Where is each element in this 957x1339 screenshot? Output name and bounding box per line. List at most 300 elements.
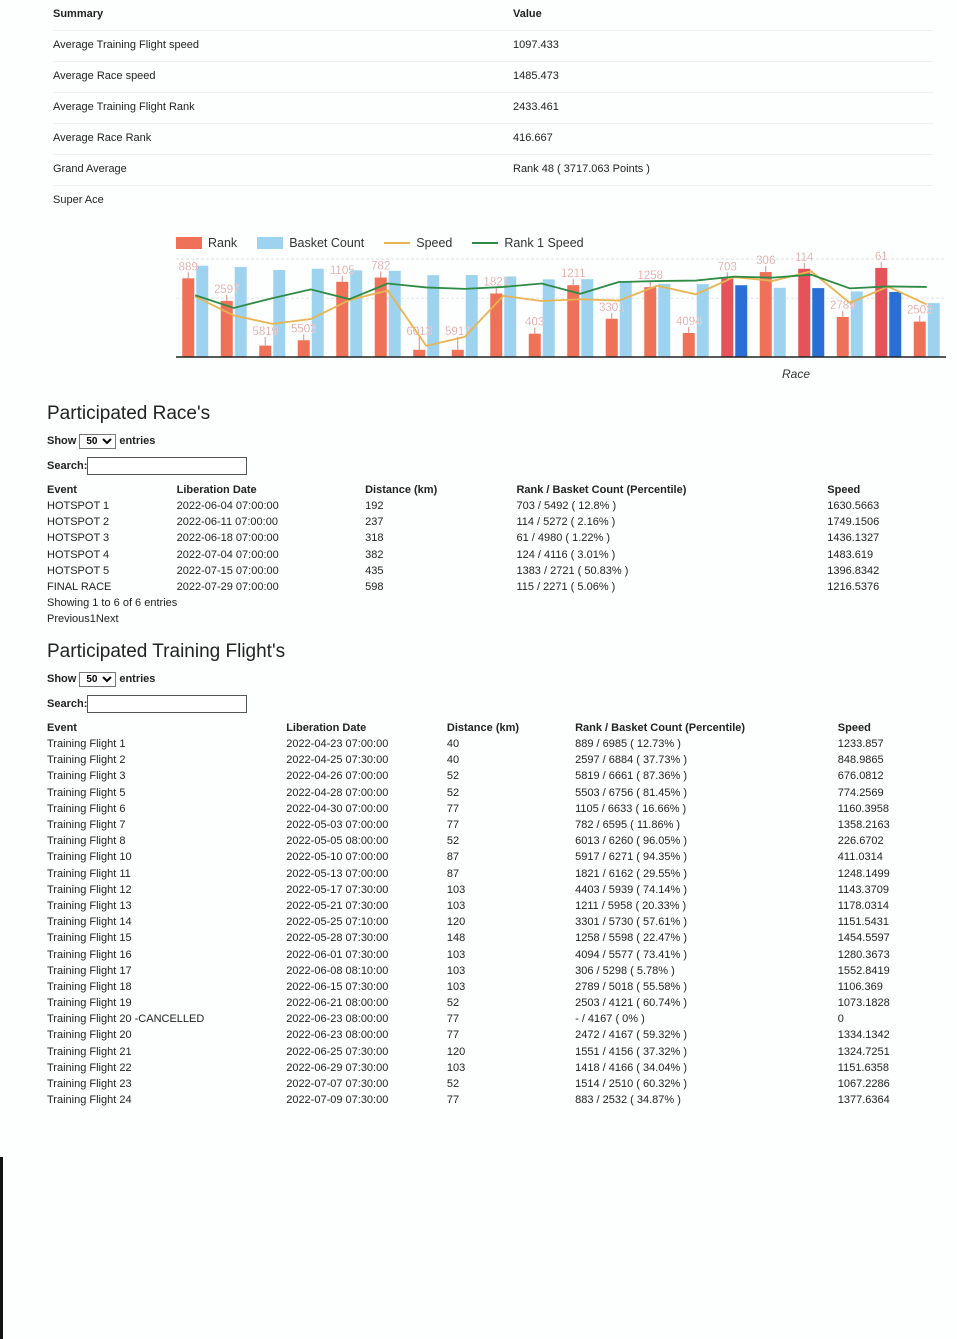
entries-label: entries bbox=[119, 673, 156, 685]
legend-label: Basket Count bbox=[289, 236, 365, 250]
cell-liberation-date: 2022-06-11 07:00:00 bbox=[176, 516, 278, 529]
cell-rank-basket: 2597 / 6884 ( 37.73% ) bbox=[575, 754, 688, 767]
cell-speed: 1436.1327 bbox=[827, 532, 880, 545]
cell-event: Training Flight 17 bbox=[47, 964, 132, 977]
cell-rank-basket: 2503 / 4121 ( 60.74% ) bbox=[575, 997, 688, 1010]
col-event[interactable]: Event bbox=[47, 484, 77, 496]
cell-distance: 77 bbox=[446, 819, 460, 832]
cell-speed: 1067.2286 bbox=[837, 1078, 890, 1091]
cell-event: Training Flight 16 bbox=[47, 948, 132, 961]
summary-table bbox=[53, 0, 933, 216]
cell-event: Training Flight 12 bbox=[47, 883, 132, 896]
training-title: Participated Training Flight's bbox=[47, 641, 286, 662]
cell-rank-basket: 1551 / 4156 ( 37.32% ) bbox=[575, 1045, 688, 1058]
cell-distance: 237 bbox=[365, 516, 384, 529]
cell-liberation-date: 2022-06-01 07:30:00 bbox=[286, 948, 389, 961]
legend-swatch-basket-count bbox=[257, 237, 283, 249]
cell-liberation-date: 2022-05-17 07:30:00 bbox=[286, 883, 389, 896]
cell-liberation-date: 2022-04-25 07:30:00 bbox=[286, 754, 389, 767]
cell-rank-basket: 1514 / 2510 ( 60.32% ) bbox=[575, 1078, 688, 1091]
rank-data-label: 703 bbox=[717, 261, 737, 274]
cell-event: Training Flight 10 bbox=[47, 851, 132, 864]
col-distance[interactable]: Distance (km) bbox=[365, 484, 438, 496]
cell-event: HOTSPOT 5 bbox=[47, 564, 110, 577]
cell-event: Training Flight 14 bbox=[47, 916, 132, 929]
cell-distance: 318 bbox=[365, 532, 384, 545]
cell-event: Training Flight 2 bbox=[47, 754, 126, 767]
cell-event: HOTSPOT 3 bbox=[47, 532, 110, 545]
cell-liberation-date: 2022-07-15 07:00:00 bbox=[176, 564, 279, 577]
cell-event: Training Flight 19 bbox=[47, 997, 132, 1010]
entries-label: entries bbox=[119, 435, 156, 447]
table-row bbox=[47, 752, 927, 768]
basket-count-bar bbox=[889, 292, 901, 357]
page-1-button[interactable]: 1 bbox=[89, 613, 96, 626]
cell-distance: 77 bbox=[446, 1013, 460, 1026]
col-distance[interactable]: Distance (km) bbox=[446, 722, 520, 734]
legend-item-speed[interactable] bbox=[384, 236, 452, 250]
cell-liberation-date: 2022-06-23 08:00:00 bbox=[286, 1029, 389, 1042]
legend-item-rank1-speed[interactable] bbox=[472, 236, 583, 250]
cell-rank-basket: 703 / 5492 ( 12.8% ) bbox=[516, 500, 617, 513]
cell-speed: 1151.6358 bbox=[837, 1061, 889, 1074]
table-row bbox=[47, 882, 927, 898]
summary-row bbox=[53, 31, 933, 62]
rank-bar bbox=[644, 287, 656, 357]
cell-distance: 87 bbox=[446, 851, 460, 864]
x-axis-label: Race bbox=[782, 367, 811, 381]
summary-label: Average Training Flight speed bbox=[53, 39, 199, 51]
rank-bar bbox=[529, 334, 541, 357]
chart-legend bbox=[176, 236, 604, 250]
cell-liberation-date: 2022-06-08 08:10:00 bbox=[286, 964, 389, 977]
cell-event: Training Flight 22 bbox=[47, 1061, 132, 1074]
table-row bbox=[47, 736, 927, 752]
rank-data-label: 61 bbox=[874, 250, 888, 263]
rank-data-label: 5819 bbox=[252, 326, 279, 338]
basket-count-bar bbox=[273, 270, 285, 357]
cell-distance: 52 bbox=[446, 770, 460, 783]
col-speed[interactable]: Speed bbox=[827, 484, 861, 496]
legend-label: Speed bbox=[416, 236, 453, 250]
rank-data-label: 1211 bbox=[560, 268, 586, 281]
summary-header bbox=[53, 0, 933, 31]
races-length-control bbox=[47, 433, 927, 449]
previous-button[interactable]: Previous bbox=[47, 613, 90, 626]
table-row bbox=[47, 785, 927, 801]
rank-bar bbox=[413, 350, 425, 357]
cell-distance: 87 bbox=[446, 867, 460, 880]
cell-distance: 598 bbox=[365, 581, 384, 594]
races-pagination bbox=[47, 611, 927, 627]
cell-event: Training Flight 20 -CANCELLED bbox=[47, 1013, 205, 1026]
cell-rank-basket: 3301 / 5730 ( 57.61% ) bbox=[575, 916, 688, 929]
cell-speed: 1106.369 bbox=[837, 980, 883, 993]
cell-speed: 1377.6364 bbox=[837, 1094, 890, 1107]
training-header-row bbox=[47, 720, 927, 736]
table-row bbox=[47, 866, 927, 882]
col-liberation-date[interactable]: Liberation Date bbox=[286, 722, 367, 734]
cell-liberation-date: 2022-06-15 07:30:00 bbox=[286, 980, 389, 993]
rank-bar bbox=[721, 278, 733, 357]
summary-row bbox=[53, 155, 933, 186]
cell-liberation-date: 2022-05-25 07:10:00 bbox=[286, 916, 389, 929]
cell-liberation-date: 2022-06-18 07:00:00 bbox=[176, 532, 279, 545]
rank-bar bbox=[683, 333, 695, 357]
races-table-info: Showing 1 to 6 of 6 entries bbox=[47, 597, 178, 610]
cell-liberation-date: 2022-05-10 07:00:00 bbox=[286, 851, 389, 864]
cell-speed: 1216.5376 bbox=[827, 581, 880, 594]
basket-count-bar bbox=[350, 270, 362, 357]
cell-event: Training Flight 1 bbox=[47, 738, 126, 751]
table-row bbox=[47, 995, 927, 1011]
cell-rank-basket: 115 / 2271 ( 5.06% ) bbox=[516, 581, 616, 594]
summary-value: 1097.433 bbox=[513, 39, 559, 51]
cell-distance: 40 bbox=[446, 754, 460, 767]
cell-rank-basket: 5819 / 6661 ( 87.36% ) bbox=[575, 770, 688, 783]
rank-data-label: 2789 bbox=[829, 299, 856, 312]
legend-swatch-rank bbox=[176, 237, 202, 249]
cell-rank-basket: 782 / 6595 ( 11.86% ) bbox=[575, 819, 681, 832]
cell-rank-basket: 61 / 4980 ( 1.22% ) bbox=[516, 532, 611, 545]
summary-value: Rank 48 ( 3717.063 Points ) bbox=[513, 163, 650, 175]
training-search-input[interactable] bbox=[87, 695, 247, 713]
table-row bbox=[47, 914, 927, 930]
show-label: Show bbox=[47, 673, 77, 685]
cell-speed: 1454.5597 bbox=[837, 932, 890, 945]
page-edge-line bbox=[0, 1157, 3, 1339]
cell-speed: 1324.7251 bbox=[837, 1045, 890, 1058]
col-rank-basket[interactable]: Rank / Basket Count (Percentile) bbox=[516, 484, 687, 496]
basket-count-bar bbox=[620, 282, 632, 357]
legend-item-rank[interactable] bbox=[176, 236, 237, 250]
cell-distance: 120 bbox=[446, 1045, 466, 1058]
basket-count-bar bbox=[196, 266, 208, 357]
table-row bbox=[47, 514, 927, 530]
cell-liberation-date: 2022-04-30 07:00:00 bbox=[286, 802, 389, 815]
basket-count-bar bbox=[466, 275, 478, 357]
cell-speed: 1151.5431 bbox=[837, 916, 889, 929]
cell-distance: 435 bbox=[365, 564, 384, 577]
performance-chart bbox=[170, 232, 950, 392]
table-row bbox=[47, 801, 927, 817]
cell-distance: 52 bbox=[446, 1078, 460, 1091]
summary-header-label: Summary bbox=[53, 8, 104, 20]
cell-liberation-date: 2022-05-13 07:00:00 bbox=[286, 867, 389, 880]
cell-event: Training Flight 8 bbox=[47, 835, 126, 848]
cell-rank-basket: 2789 / 5018 ( 55.58% ) bbox=[575, 980, 688, 993]
cell-distance: 382 bbox=[365, 548, 384, 561]
cell-speed: 1143.3709 bbox=[837, 883, 889, 896]
cell-liberation-date: 2022-05-03 07:00:00 bbox=[286, 819, 389, 832]
cell-rank-basket: 1211 / 5958 ( 20.33% ) bbox=[575, 899, 687, 912]
cell-speed: 774.2569 bbox=[837, 786, 884, 799]
next-button[interactable]: Next bbox=[95, 613, 119, 626]
races-header-row bbox=[47, 482, 927, 498]
table-row bbox=[47, 1011, 927, 1027]
rank-bar bbox=[259, 346, 271, 357]
cell-event: Training Flight 23 bbox=[47, 1078, 132, 1091]
cell-distance: 52 bbox=[446, 786, 460, 799]
table-row bbox=[47, 498, 927, 514]
rank-data-label: 1105 bbox=[329, 264, 355, 277]
summary-label: Grand Average bbox=[53, 163, 127, 175]
cell-liberation-date: 2022-07-09 07:30:00 bbox=[286, 1094, 389, 1107]
cell-speed: 1248.1499 bbox=[837, 867, 890, 880]
rank-bar bbox=[452, 350, 464, 357]
cell-liberation-date: 2022-07-29 07:00:00 bbox=[176, 581, 279, 594]
training-length-select[interactable] bbox=[79, 672, 116, 687]
cell-event: FINAL RACE bbox=[47, 581, 112, 594]
cell-rank-basket: 5503 / 6756 ( 81.45% ) bbox=[575, 786, 688, 799]
table-row bbox=[47, 1060, 927, 1076]
summary-label: Super Ace bbox=[53, 194, 104, 206]
table-row bbox=[47, 547, 927, 563]
cell-rank-basket: 1418 / 4166 ( 34.04% ) bbox=[575, 1061, 688, 1074]
rank-data-label: 2503 bbox=[906, 304, 933, 317]
table-row bbox=[47, 768, 927, 784]
cell-distance: 120 bbox=[446, 916, 466, 929]
rank-data-label: 1821 bbox=[483, 276, 510, 289]
races-search-control bbox=[47, 456, 927, 476]
basket-count-bar bbox=[504, 276, 516, 357]
rank-bar bbox=[567, 285, 579, 357]
races-section bbox=[47, 403, 927, 627]
rank-data-label: 306 bbox=[756, 255, 776, 268]
cell-rank-basket: 1821 / 6162 ( 29.55% ) bbox=[575, 867, 688, 880]
cell-distance: 103 bbox=[446, 883, 466, 896]
table-row bbox=[47, 979, 927, 995]
cell-distance: 103 bbox=[446, 980, 466, 993]
cell-distance: 52 bbox=[446, 835, 460, 848]
show-label: Show bbox=[47, 435, 77, 447]
cell-liberation-date: 2022-06-23 08:00:00 bbox=[286, 1013, 389, 1026]
summary-label: Average Race speed bbox=[53, 70, 156, 82]
search-label: Search: bbox=[47, 460, 88, 472]
cell-speed: 1178.0314 bbox=[837, 899, 889, 912]
cell-rank-basket: 1258 / 5598 ( 22.47% ) bbox=[575, 932, 688, 945]
legend-line-speed bbox=[384, 242, 410, 244]
cell-rank-basket: 4403 / 5939 ( 74.14% ) bbox=[575, 883, 688, 896]
table-row bbox=[47, 849, 927, 865]
rank-data-label: 5503 bbox=[290, 323, 317, 336]
cell-speed: 1358.2163 bbox=[837, 819, 890, 832]
rank-bar bbox=[875, 268, 887, 357]
rank-bar bbox=[606, 319, 618, 357]
rank-data-label: 782 bbox=[371, 260, 391, 273]
cell-liberation-date: 2022-06-04 07:00:00 bbox=[176, 500, 279, 513]
table-row bbox=[47, 1044, 927, 1060]
summary-value: 2433.461 bbox=[513, 101, 559, 113]
basket-count-bar bbox=[543, 279, 555, 357]
col-event[interactable]: Event bbox=[47, 722, 77, 734]
cell-liberation-date: 2022-04-28 07:00:00 bbox=[286, 786, 389, 799]
legend-label: Rank bbox=[208, 236, 238, 250]
rank-data-label: 403 bbox=[525, 316, 545, 329]
summary-header-value: Value bbox=[513, 8, 542, 20]
cell-liberation-date: 2022-05-21 07:30:00 bbox=[286, 899, 389, 912]
training-table bbox=[47, 720, 927, 1108]
cell-distance: 77 bbox=[446, 1029, 460, 1042]
cell-speed: 1749.1506 bbox=[827, 516, 880, 529]
rank-data-label: 6013 bbox=[406, 326, 433, 338]
table-row bbox=[47, 898, 927, 914]
summary-row bbox=[53, 186, 933, 216]
cell-event: HOTSPOT 1 bbox=[47, 500, 110, 513]
summary-value: 416.667 bbox=[513, 132, 553, 144]
cell-liberation-date: 2022-06-21 08:00:00 bbox=[286, 997, 389, 1010]
cell-speed: 1483.619 bbox=[827, 548, 874, 561]
summary-value: 1485.473 bbox=[513, 70, 559, 82]
cell-speed: 0 bbox=[837, 1013, 844, 1026]
rank-bar bbox=[837, 317, 849, 357]
summary-label: Average Race Rank bbox=[53, 132, 152, 144]
cell-rank-basket: 5917 / 6271 ( 94.35% ) bbox=[575, 851, 688, 864]
basket-count-bar bbox=[774, 288, 786, 357]
cell-speed: 226.6702 bbox=[837, 835, 884, 848]
basket-count-bar bbox=[658, 284, 670, 357]
cell-speed: 1552.8419 bbox=[837, 964, 890, 977]
rank-data-label: 1258 bbox=[637, 270, 664, 283]
cell-event: Training Flight 21 bbox=[47, 1045, 132, 1058]
legend-item-basket-count[interactable] bbox=[257, 236, 364, 250]
col-rank-basket[interactable]: Rank / Basket Count (Percentile) bbox=[575, 722, 746, 734]
cell-liberation-date: 2022-05-05 08:00:00 bbox=[286, 835, 389, 848]
table-row bbox=[47, 833, 927, 849]
rank-bar bbox=[760, 272, 772, 357]
legend-label: Rank 1 Speed bbox=[504, 236, 584, 250]
cell-event: Training Flight 7 bbox=[47, 819, 126, 832]
training-table-body bbox=[47, 736, 927, 1108]
cell-event: Training Flight 18 bbox=[47, 980, 132, 993]
cell-event: Training Flight 24 bbox=[47, 1094, 132, 1107]
cell-rank-basket: 4094 / 5577 ( 73.41% ) bbox=[575, 948, 688, 961]
cell-distance: 40 bbox=[446, 738, 460, 751]
basket-count-bar bbox=[812, 288, 824, 357]
cell-speed: 1280.3673 bbox=[837, 948, 890, 961]
cell-event: HOTSPOT 2 bbox=[47, 516, 110, 529]
cell-distance: 77 bbox=[446, 802, 460, 815]
cell-event: Training Flight 15 bbox=[47, 932, 132, 945]
rank-data-label: 889 bbox=[178, 261, 198, 274]
rank-bar bbox=[375, 278, 387, 357]
cell-liberation-date: 2022-06-29 07:30:00 bbox=[286, 1061, 389, 1074]
cell-distance: 192 bbox=[365, 500, 384, 513]
cell-rank-basket: 124 / 4116 ( 3.01% ) bbox=[516, 548, 616, 561]
table-row bbox=[47, 930, 927, 946]
summary-row bbox=[53, 124, 933, 155]
cell-speed: 848.9865 bbox=[837, 754, 884, 767]
cell-speed: 1233.857 bbox=[837, 738, 884, 751]
rank-bar bbox=[182, 278, 194, 357]
summary-row bbox=[53, 93, 933, 124]
table-row bbox=[47, 530, 927, 546]
cell-distance: 103 bbox=[446, 948, 466, 961]
table-row bbox=[47, 563, 927, 579]
cell-rank-basket: 6013 / 6260 ( 96.05% ) bbox=[575, 835, 688, 848]
cell-liberation-date: 2022-05-28 07:30:00 bbox=[286, 932, 389, 945]
col-speed[interactable]: Speed bbox=[837, 722, 871, 734]
races-length-select[interactable] bbox=[79, 434, 116, 449]
cell-rank-basket: 1383 / 2721 ( 50.83% ) bbox=[516, 564, 629, 577]
table-row bbox=[47, 579, 927, 595]
rank-data-label: 3301 bbox=[598, 301, 625, 314]
cell-rank-basket: - / 4167 ( 0% ) bbox=[575, 1013, 645, 1026]
cell-liberation-date: 2022-07-04 07:00:00 bbox=[176, 548, 279, 561]
cell-event: Training Flight 6 bbox=[47, 802, 126, 815]
summary-row bbox=[53, 62, 933, 93]
cell-speed: 676.0812 bbox=[837, 770, 884, 783]
cell-rank-basket: 889 / 6985 ( 12.73% ) bbox=[575, 738, 681, 751]
races-table-body bbox=[47, 498, 927, 595]
cell-rank-basket: 2472 / 4167 ( 59.32% ) bbox=[575, 1029, 688, 1042]
cell-liberation-date: 2022-06-25 07:30:00 bbox=[286, 1045, 389, 1058]
cell-event: Training Flight 20 bbox=[47, 1029, 132, 1042]
table-row bbox=[47, 1027, 927, 1043]
races-title: Participated Race's bbox=[47, 403, 211, 424]
rank-bar bbox=[798, 269, 810, 357]
table-row bbox=[47, 1076, 927, 1092]
cell-liberation-date: 2022-07-07 07:30:00 bbox=[286, 1078, 389, 1091]
rank-bar bbox=[298, 340, 310, 357]
cell-speed: 1073.1828 bbox=[837, 997, 890, 1010]
races-search-input[interactable] bbox=[87, 457, 247, 475]
training-section bbox=[47, 641, 927, 1108]
cell-speed: 1334.1342 bbox=[837, 1029, 890, 1042]
cell-liberation-date: 2022-04-26 07:00:00 bbox=[286, 770, 389, 783]
cell-event: Training Flight 13 bbox=[47, 899, 132, 912]
cell-distance: 148 bbox=[446, 932, 466, 945]
rank-data-label: 114 bbox=[795, 251, 814, 264]
table-row bbox=[47, 1092, 927, 1108]
basket-count-bar bbox=[235, 267, 247, 357]
col-liberation-date[interactable]: Liberation Date bbox=[176, 484, 257, 496]
table-row bbox=[47, 946, 927, 962]
cell-speed: 1396.8342 bbox=[827, 564, 880, 577]
rank-data-label: 2597 bbox=[213, 283, 240, 296]
races-table bbox=[47, 482, 927, 595]
chart-canvas bbox=[170, 232, 950, 392]
training-length-control bbox=[47, 671, 927, 687]
cell-speed: 411.0314 bbox=[837, 851, 883, 864]
rank-data-label: 4094 bbox=[675, 316, 702, 329]
rank-data-label: 5917 bbox=[444, 326, 471, 338]
cell-rank-basket: 1105 / 6633 ( 16.66% ) bbox=[575, 802, 687, 815]
cell-event: HOTSPOT 4 bbox=[47, 548, 110, 561]
cell-event: Training Flight 5 bbox=[47, 786, 126, 799]
basket-count-bar bbox=[735, 285, 747, 357]
table-row bbox=[47, 817, 927, 833]
cell-distance: 52 bbox=[446, 997, 460, 1010]
cell-distance: 103 bbox=[446, 964, 466, 977]
cell-distance: 77 bbox=[446, 1094, 460, 1107]
training-search-control bbox=[47, 694, 927, 714]
cell-event: Training Flight 11 bbox=[47, 867, 131, 880]
cell-speed: 1630.5663 bbox=[827, 500, 880, 513]
search-label: Search: bbox=[47, 698, 88, 710]
table-row bbox=[47, 963, 927, 979]
cell-distance: 103 bbox=[446, 1061, 466, 1074]
cell-rank-basket: 306 / 5298 ( 5.78% ) bbox=[575, 964, 675, 977]
legend-line-rank1-speed bbox=[472, 242, 498, 244]
cell-event: Training Flight 3 bbox=[47, 770, 126, 783]
cell-distance: 103 bbox=[446, 899, 466, 912]
summary-label: Average Training Flight Rank bbox=[53, 101, 195, 113]
cell-rank-basket: 883 / 2532 ( 34.87% ) bbox=[575, 1094, 681, 1107]
cell-speed: 1160.3958 bbox=[837, 802, 889, 815]
cell-rank-basket: 114 / 5272 ( 2.16% ) bbox=[516, 516, 616, 529]
cell-liberation-date: 2022-04-23 07:00:00 bbox=[286, 738, 389, 751]
